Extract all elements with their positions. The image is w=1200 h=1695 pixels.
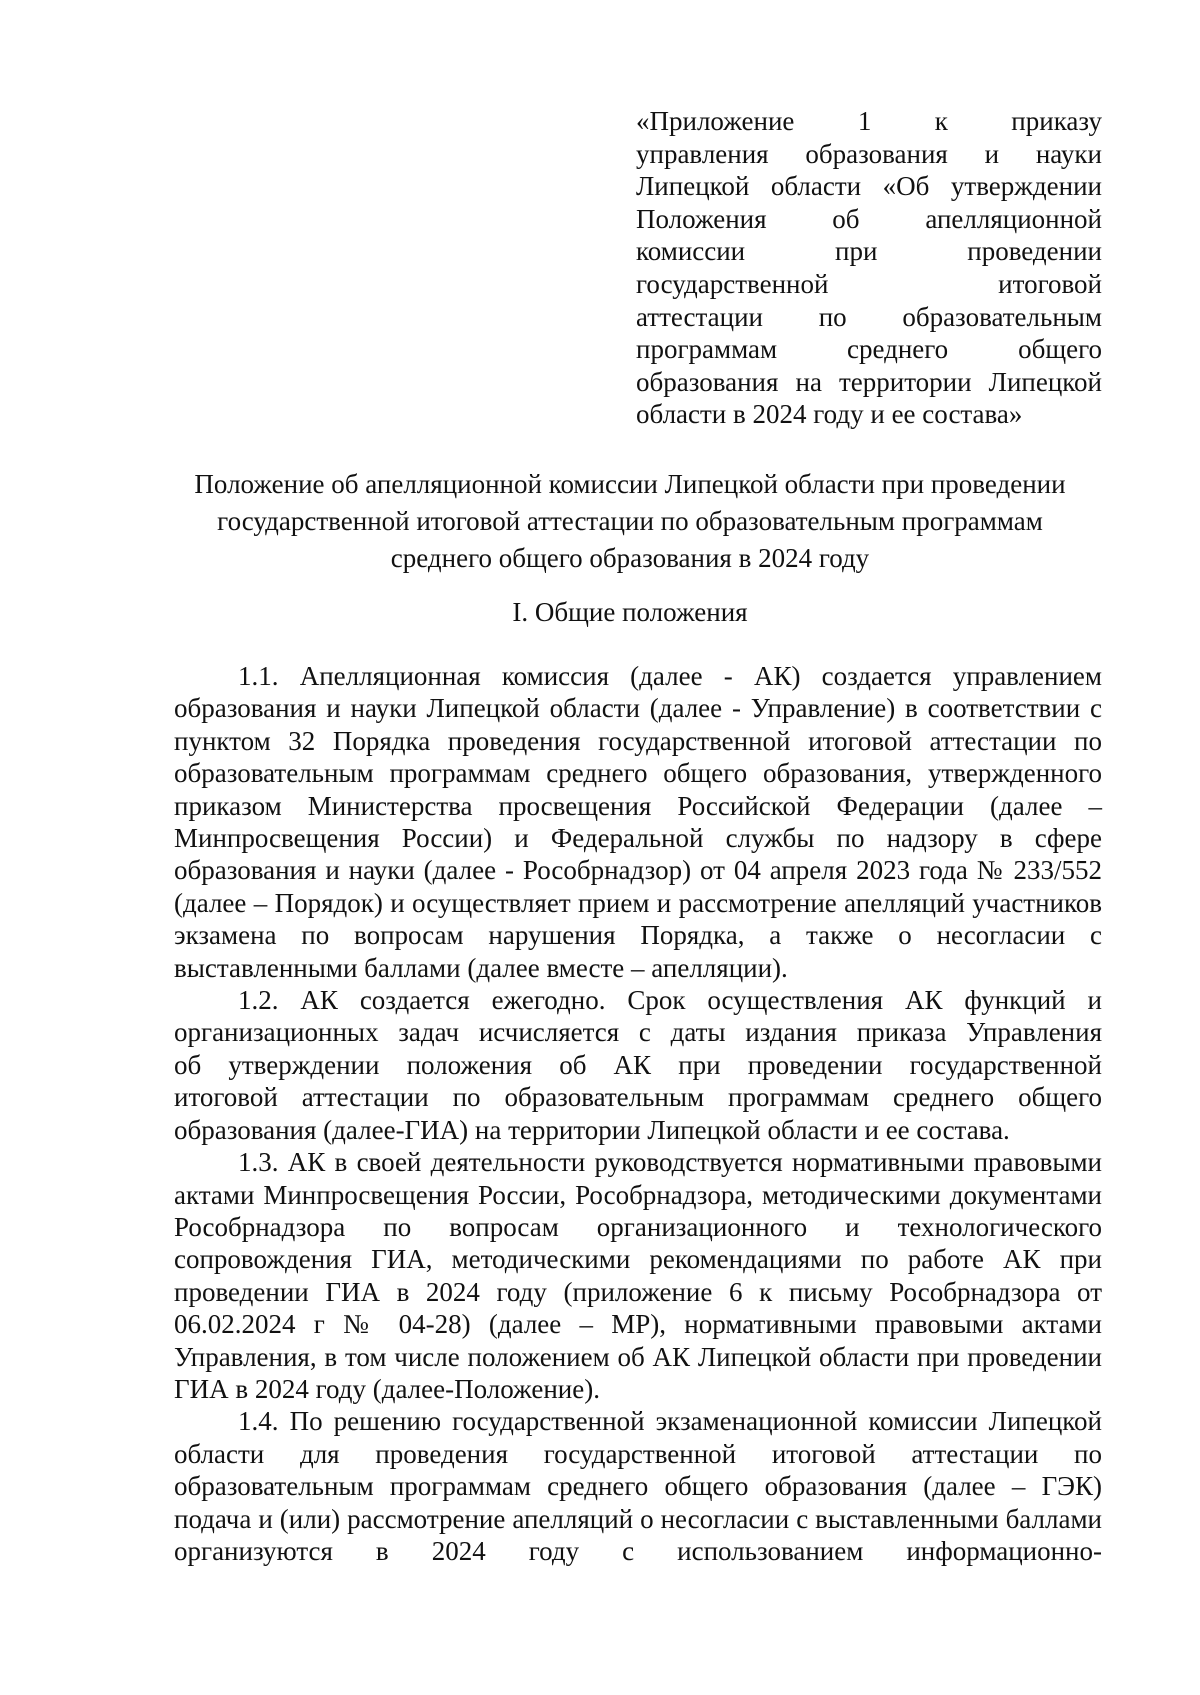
document-body [174,660,1102,1567]
paragraph-line: 1.1. Апелляционная комиссия (далее - АК) создается управлением [238,661,1102,691]
annex-line: государственной итоговой [636,268,1102,299]
paragraph-line: об утверждении положения об АК при проведении государственной [174,1049,1102,1080]
paragraph-line: проведении ГИА в 2024 году (приложение 6 к письму Рособрнадзора от [174,1276,1102,1307]
paragraph-line: 1.4. По решению государственной экзаменационной комиссии Липецкой [238,1406,1102,1437]
paragraph-line: сопровождения ГИА, методическими рекомендациями по работе АК при [174,1244,1102,1275]
paragraph-line: итоговой аттестации по образовательным программам среднего общего [174,1082,1102,1113]
title-line: среднего общего образования в 2024 году [390,543,870,573]
paragraph-line: образования и науки (далее - Рособрнадзор) от 04 апреля 2023 года № 233/552 [174,855,1102,886]
paragraph-line: (далее – Порядок) и осуществляет прием и рассмотрение апелляций участников [174,887,1102,918]
annex-line: управления образования и науки [636,138,1102,169]
annex-reference [636,105,1102,431]
paragraph-line: образовательным программам среднего общего образования, утвержденного [174,758,1102,789]
paragraph-line: пунктом 32 Порядка проведения государственной итоговой аттестации по [174,725,1102,756]
paragraph-1-3 [174,1146,1102,1405]
annex-line: аттестации по образовательным [636,301,1102,332]
paragraph-line: Минпросвещения России) и Федеральной службы по надзору в сфере [174,823,1102,854]
paragraph-line: Управления, в том числе положением об АК Липецкой области при проведении [174,1341,1102,1372]
paragraph-line: Рособрнадзора по вопросам организационного и технологического [174,1211,1102,1242]
paragraph-line: актами Минпросвещения России, Рособрнадзора, методическими документами [174,1179,1102,1210]
paragraph-line: 06.02.2024 г № 04-28) (далее – МР), нормативными правовыми актами [174,1309,1102,1340]
annex-line: «Приложение 1 к приказу [636,106,1102,136]
annex-line: комиссии при проведении [636,236,1102,267]
annex-line: Положения об апелляционной [636,203,1102,234]
paragraph-1-2 [174,984,1102,1146]
annex-line: области в 2024 году и ее состава» [636,399,1023,430]
paragraph-line: приказом Министерства просвещения Российской Федерации (далее – [174,790,1102,821]
section-heading: I. Общие положения [512,597,748,627]
paragraph-line: экзамена по вопросам нарушения Порядка, а также о несогласии с [174,920,1102,951]
paragraph-line: образовательным программам среднего общего образования (далее – ГЭК) [174,1471,1102,1502]
paragraph-line: ГИА в 2024 году (далее-Положение). [174,1373,600,1404]
paragraph-1-1 [174,660,1102,984]
paragraph-1-4 [174,1405,1102,1567]
annex-line: Липецкой области «Об утверждении [636,171,1102,202]
title-line: Положение об апелляционной комиссии Липецкой области при проведении [194,469,1066,499]
paragraph-line: организуются в 2024 году с использованием информационно- [174,1535,1102,1566]
paragraph-line: 1.3. АК в своей деятельности руководствуется нормативными правовыми [238,1147,1102,1178]
annex-line: образования на территории Липецкой [636,366,1102,397]
paragraph-line: образования (далее-ГИА) на территории Липецкой области и ее состава. [174,1114,1010,1145]
paragraph-line: области для проведения государственной итоговой аттестации по [174,1438,1102,1469]
paragraph-line: выставленными баллами (далее вместе – апелляции). [174,952,788,983]
annex-line: программам среднего общего [636,334,1102,365]
title-line: государственной итоговой аттестации по образовательным программам [217,506,1043,536]
paragraph-line: организационных задач исчисляется с даты издания приказа Управления [174,1017,1102,1048]
document-title [150,466,1110,577]
paragraph-line: 1.2. АК создается ежегодно. Срок осуществления АК функций и [238,985,1102,1016]
paragraph-line: образования и науки Липецкой области (далее - Управление) в соответствии с [174,693,1102,724]
paragraph-line: подача и (или) рассмотрение апелляций о несогласии с выставленными баллами [174,1503,1102,1534]
